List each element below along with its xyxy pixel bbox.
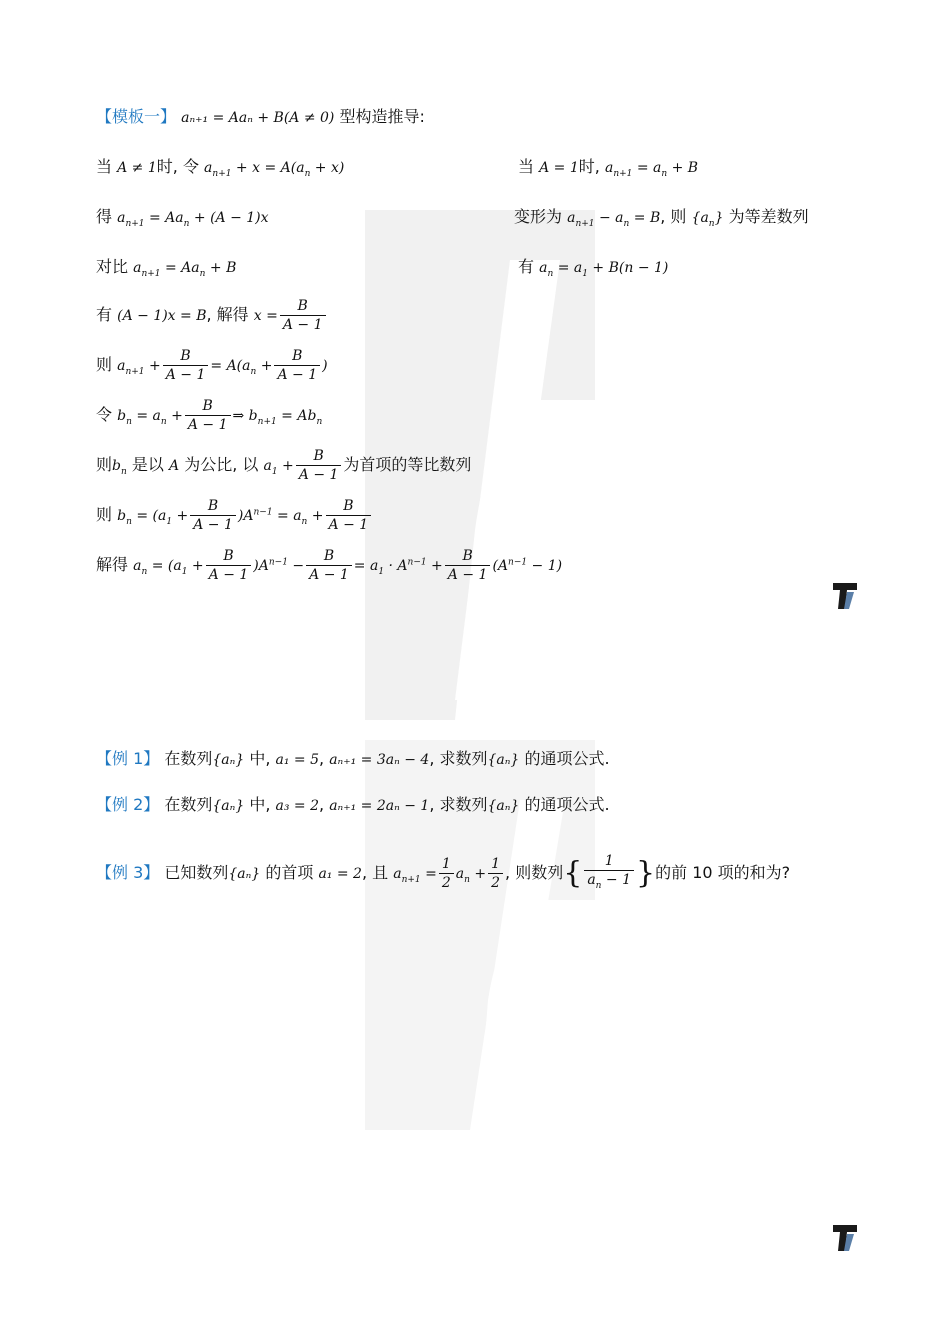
derivation-line-9: 解得 $a_n = (a_1$ + $\frac{B}{A - 1}$ )$A^{n-1}$ − $\frac{B}{A - 1}$ = $a_1 \cdot A^{n-1}$ + $\frac{B}{A - 1}$ $(A^{n-1} - 1)$ [96,548,563,583]
right-line-1: 当 A = 1时, $a_{n+1} = a_n + B$ [518,157,699,179]
derivation-line-3: 对比 $a_{n+1} = Aa_n + B$ [96,257,237,279]
template-title [96,107,425,128]
example-2: 【例 2】 在数列{aₙ} 中, a₃ = 2, aₙ₊₁ = 2aₙ − 1, 求数列{aₙ} 的通项公式. [96,795,610,814]
example-3: 【例 3】 已知数列{aₙ} 的首项 a₁ = 2, 且 $a_{n+1}$ = $\frac{1}{2}$ $a_n$ + $\frac{1}{2}$ , 则数列{ $\frac{1}{a_n - 1}$ }的前 10 项的和为? [96,852,790,895]
derivation-line-1: 当 A ≠ 1时, 令 $a_{n+1} + x = A(a_n + x)$ [96,157,345,179]
example-1: 【例 1】 在数列{aₙ} 中, a₁ = 5, aₙ₊₁ = 3aₙ − 4, 求数列{aₙ} 的通项公式. [96,749,610,768]
derivation-line-7: 则$b_n$ 是以 A 为公比, 以 $a_1$ + $\frac{B}{A - 1}$ 为首项的等比数列 [96,448,472,483]
derivation-line-2: 得 $a_{n+1} = Aa_n + (A - 1)x$ [96,207,269,229]
template-suffix: 型构造推导: [339,107,425,126]
brand-logo-icon [832,581,858,611]
watermark-logo [360,200,600,1140]
derivation-line-5: 则 $a_{n+1}$ + $\frac{B}{A - 1}$ = $A(a_n$ + $\frac{B}{A - 1}$ ) [96,348,328,383]
derivation-line-6: 令 $b_n = a_n$ + $\frac{B}{A - 1}$ ⇒ $b_{n+1} = Ab_n$ [96,398,323,433]
derivation-line-4: 有 (A − 1)x = B, 解得 x = $\frac{B}{A - 1}$ [96,297,328,334]
template-formula: aₙ₊₁ = Aaₙ + B(A ≠ 0) [181,110,335,126]
template-label: 【模板一】 [96,107,177,126]
right-line-3: 有 $a_n = a_1 + B(n - 1)$ [518,257,669,279]
derivation-line-8: 则 $b_n = (a_1$ + $\frac{B}{A - 1}$ )$A^{n-1} = a_n$ + $\frac{B}{A - 1}$ [96,497,373,534]
brand-logo-icon [832,1223,858,1253]
right-line-2: 变形为 $a_{n+1} - a_n = B$, 则 $\{a_n\}$ 为等差数列 [514,207,809,229]
